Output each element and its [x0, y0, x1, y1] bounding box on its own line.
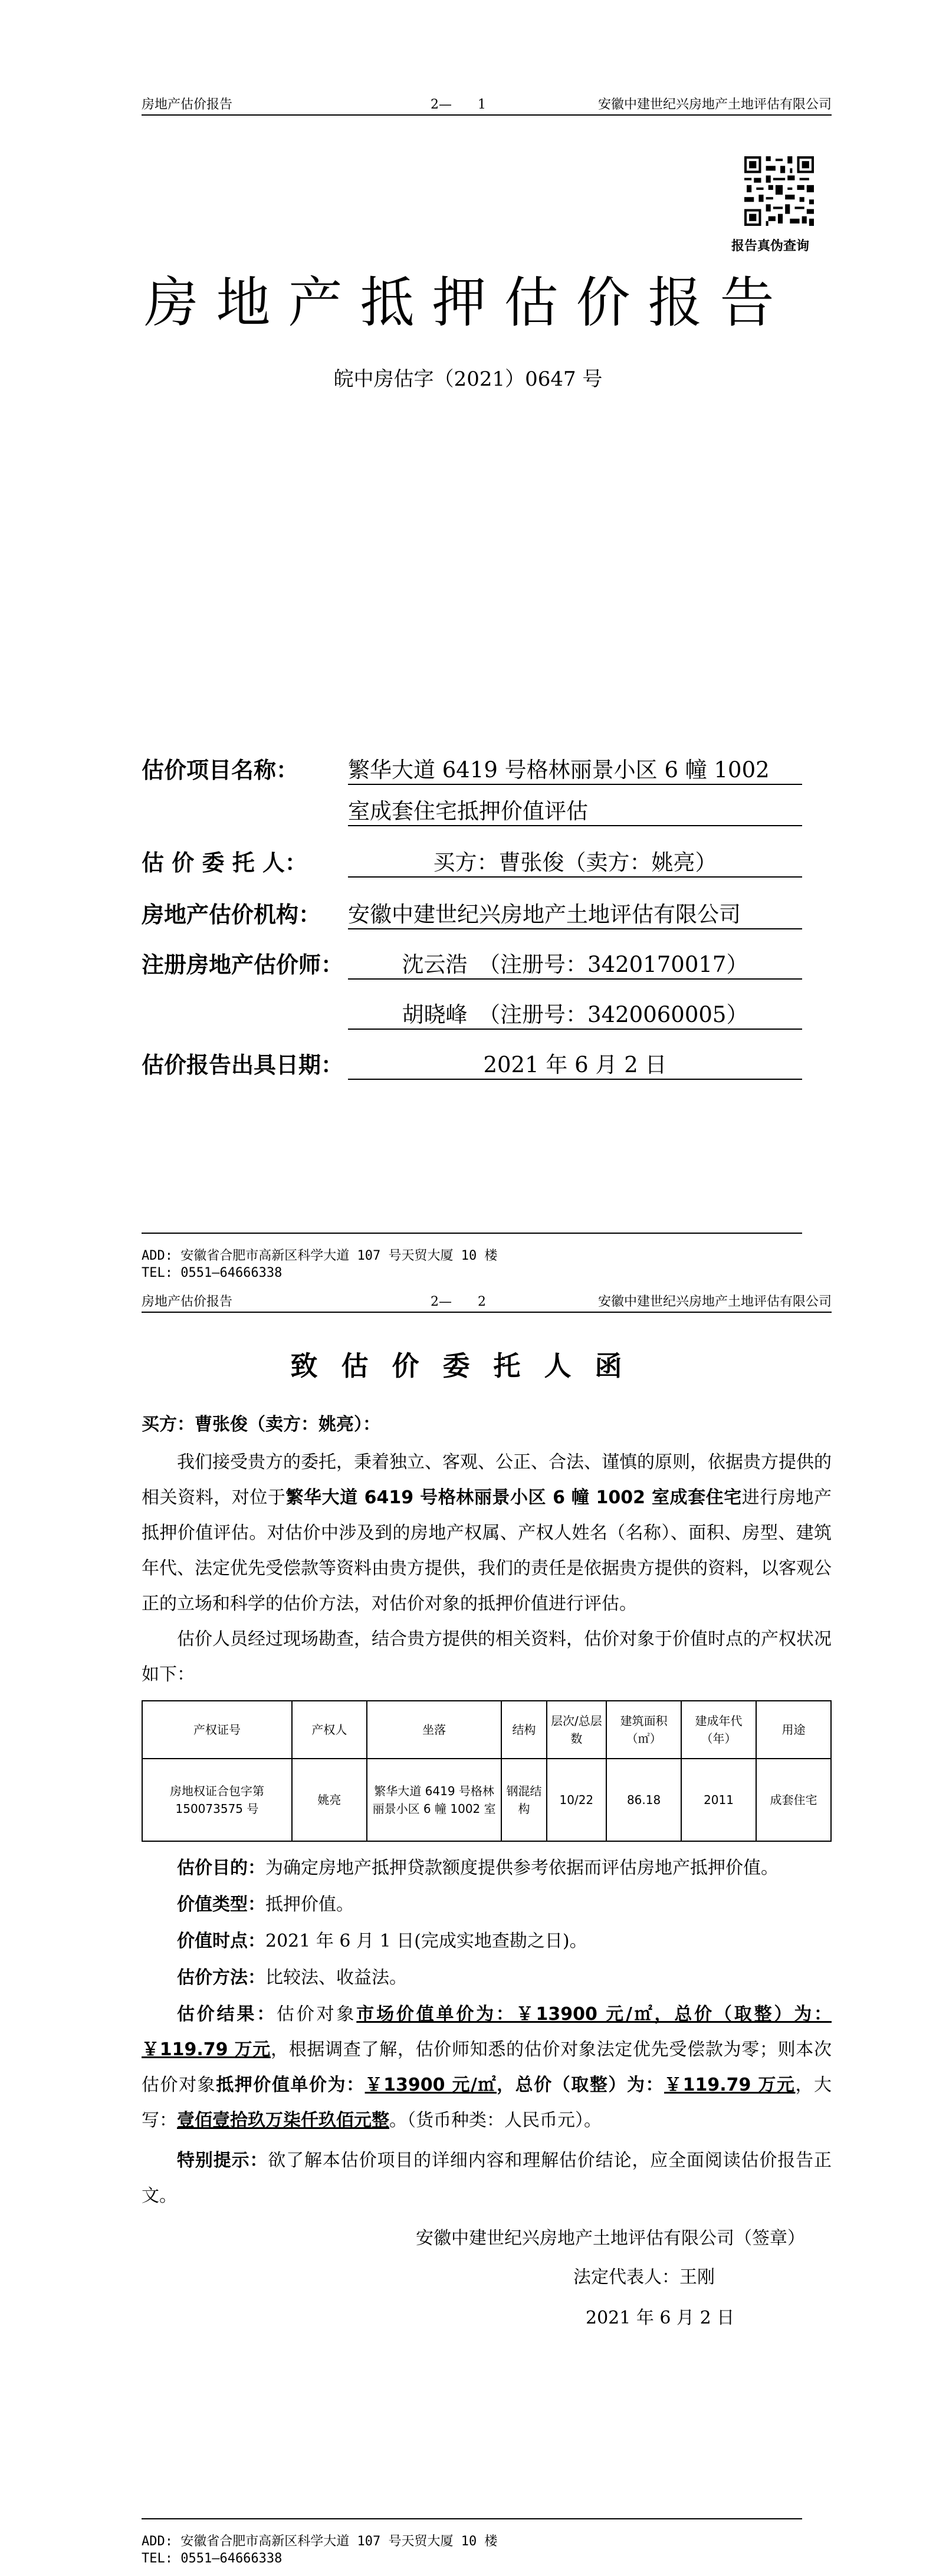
- cell-area: 86.18: [606, 1759, 681, 1841]
- footer-phone: TEL: 0551—64666338: [142, 1266, 283, 1280]
- field-value: 沈云浩 （注册号：3420170017）: [348, 947, 802, 980]
- result-text: 。（货币种类：人民币元）。: [389, 2110, 602, 2131]
- field-value: 安徽中建世纪兴房地产土地评估有限公司: [348, 896, 802, 929]
- header-right: 安徽中建世纪兴房地产土地评估有限公司: [597, 1294, 832, 1309]
- cell-structure: 钢混结构: [501, 1759, 546, 1841]
- result-text: ，根据调查了解，估价师知悉的估价对象法定优先受偿款为零；则本次估价对象: [142, 2039, 832, 2095]
- footer-rule: [142, 2518, 802, 2519]
- item-key: 价值类型：: [177, 1894, 265, 1915]
- para1-text-a: 我们接受贵方的委托，秉着独立、客观、公正、合法、谨慎的原则，依据贵方提供的相关资料，对位于: [142, 1452, 832, 1508]
- item-value-type: [142, 1887, 832, 1923]
- field-value: 室成套住宅抵押价值评估: [348, 793, 802, 826]
- amount-in-words: 壹佰壹拾玖万柒仟玖佰元整: [177, 2110, 389, 2131]
- signature-date: 2021 年 6 月 2 日: [586, 2308, 735, 2328]
- header-right: 安徽中建世纪兴房地产土地评估有限公司: [597, 97, 832, 112]
- item-result: [142, 1997, 832, 2138]
- field-value: 繁华大道 6419 号格林丽景小区 6 幢 1002: [348, 752, 802, 785]
- table-row: [142, 1759, 831, 1841]
- item-key: 价值时点：: [177, 1931, 265, 1951]
- mortgage-total: ￥119.79 万元: [664, 2075, 796, 2095]
- header-page-number: 2— 1: [431, 97, 486, 112]
- page-header: [142, 94, 832, 116]
- cell-floor: 10/22: [547, 1759, 607, 1841]
- item-key: 估价结果：: [177, 2004, 277, 2025]
- cell-cert-no: 房地权证合包字第 150073575 号: [142, 1759, 292, 1841]
- letter-addressee: 买方：曹张俊（卖方：姚亮）：: [142, 1414, 380, 1435]
- para1-property: 繁华大道 6419 号格林丽景小区 6 幢 1002 室成套住宅: [285, 1487, 742, 1508]
- field-label: 房地产估价机构：: [142, 902, 321, 928]
- cell-use: 成套住宅: [756, 1759, 831, 1841]
- item-key: 估价方法：: [177, 1967, 265, 1988]
- para1-text-c: 进行房地产抵押价值评估。对估价中涉及到的房地产权属、产权人姓名（名称）、面积、房型、建筑年代、法定优先受偿款等资料由贵方提供，我们的责任是依据贵方提供的资料，以客观公正的立场和科学的估价方法，对估价对象的抵押价值进行评估。: [142, 1487, 832, 1614]
- letter-paragraph-2: 估价人员经过现场勘查，结合贵方提供的相关资料，估价对象于价值时点的产权状况如下：: [142, 1629, 832, 1685]
- col-header: 建筑面积（㎡）: [606, 1701, 681, 1759]
- result-text: 估价对象: [277, 2004, 357, 2025]
- result-text: ，总价（取整）为：: [497, 2075, 665, 2095]
- report-title: 房地产抵押估价报告: [144, 271, 792, 334]
- field-label: 估 价 委 托 人：: [142, 850, 307, 876]
- item-value: 抵押价值。: [265, 1894, 354, 1915]
- mortgage-unit-price: ￥13900 元/㎡: [364, 2075, 497, 2095]
- field-label: 注册房地产估价师：: [142, 952, 344, 978]
- qr-caption: 报告真伪查询: [731, 239, 810, 254]
- table-header-row: [142, 1701, 831, 1759]
- letter-paragraph-1: [142, 1445, 832, 1622]
- item-special-note: [142, 2143, 832, 2214]
- col-header: 结构: [501, 1701, 546, 1759]
- field-value: 胡晓峰 （注册号：3420060005）: [348, 997, 802, 1030]
- footer-phone: TEL: 0551—64666338: [142, 2551, 283, 2566]
- field-value: 买方：曹张俊（卖方：姚亮）: [348, 845, 802, 878]
- item-value: 比较法、收益法。: [265, 1967, 407, 1988]
- result-text: ，大写：: [142, 2075, 832, 2131]
- item-purpose: [142, 1851, 832, 1886]
- header-left: 房地产估价报告: [142, 1294, 233, 1309]
- col-header: 建成年代（年）: [681, 1701, 756, 1759]
- letter-title: 致估价委托人函: [290, 1350, 646, 1382]
- header-left: 房地产估价报告: [142, 97, 233, 112]
- item-key: 特别提示：: [177, 2150, 268, 2171]
- col-header: 产权证号: [142, 1701, 292, 1759]
- cell-year: 2011: [681, 1759, 756, 1841]
- item-method: [142, 1960, 832, 1996]
- cell-location: 繁华大道 6419 号格林丽景小区 6 幢 1002 室: [367, 1759, 502, 1841]
- item-value: 欲了解本估价项目的详细内容和理解估价结论，应全面阅读估价报告正文。: [142, 2150, 832, 2206]
- footer-address: ADD: 安徽省合肥市高新区科学大道 107 号天贸大厦 10 楼: [142, 1248, 498, 1263]
- field-label: 估价项目名称：: [142, 757, 299, 783]
- item-key: 估价目的：: [177, 1858, 265, 1878]
- col-header: 坐落: [367, 1701, 502, 1759]
- item-value: 为确定房地产抵押贷款额度提供参考依据而评估房地产抵押价值。: [265, 1858, 779, 1878]
- page-header: [142, 1292, 832, 1313]
- col-header: 用途: [756, 1701, 831, 1759]
- footer-address: ADD: 安徽省合肥市高新区科学大道 107 号天贸大厦 10 楼: [142, 2534, 498, 2549]
- header-page-number: 2— 2: [431, 1294, 486, 1309]
- signature-legal-rep: 法定代表人：王刚: [573, 2267, 715, 2288]
- field-label: 估价报告出具日期：: [142, 1052, 344, 1078]
- qr-code-icon[interactable]: [744, 156, 814, 226]
- mortgage-label: 抵押价值单价为：: [216, 2075, 365, 2095]
- footer-rule: [142, 1233, 802, 1234]
- market-value: 市场价值单价为：￥13900 元/㎡，总价（取整）为：￥119.79 万元: [142, 2004, 832, 2060]
- report-number: 皖中房估字（2021）0647 号: [333, 367, 603, 391]
- col-header: 产权人: [292, 1701, 367, 1759]
- item-value-time: [142, 1924, 832, 1959]
- cell-owner: 姚亮: [292, 1759, 367, 1841]
- signature-company: 安徽中建世纪兴房地产土地评估有限公司（签章）: [416, 2228, 805, 2249]
- col-header: 层次/总层数: [547, 1701, 607, 1759]
- field-value: 2021 年 6 月 2 日: [348, 1047, 802, 1080]
- item-value: 2021 年 6 月 1 日(完成实地查勘之日)。: [265, 1931, 587, 1951]
- property-rights-table: [142, 1700, 832, 1842]
